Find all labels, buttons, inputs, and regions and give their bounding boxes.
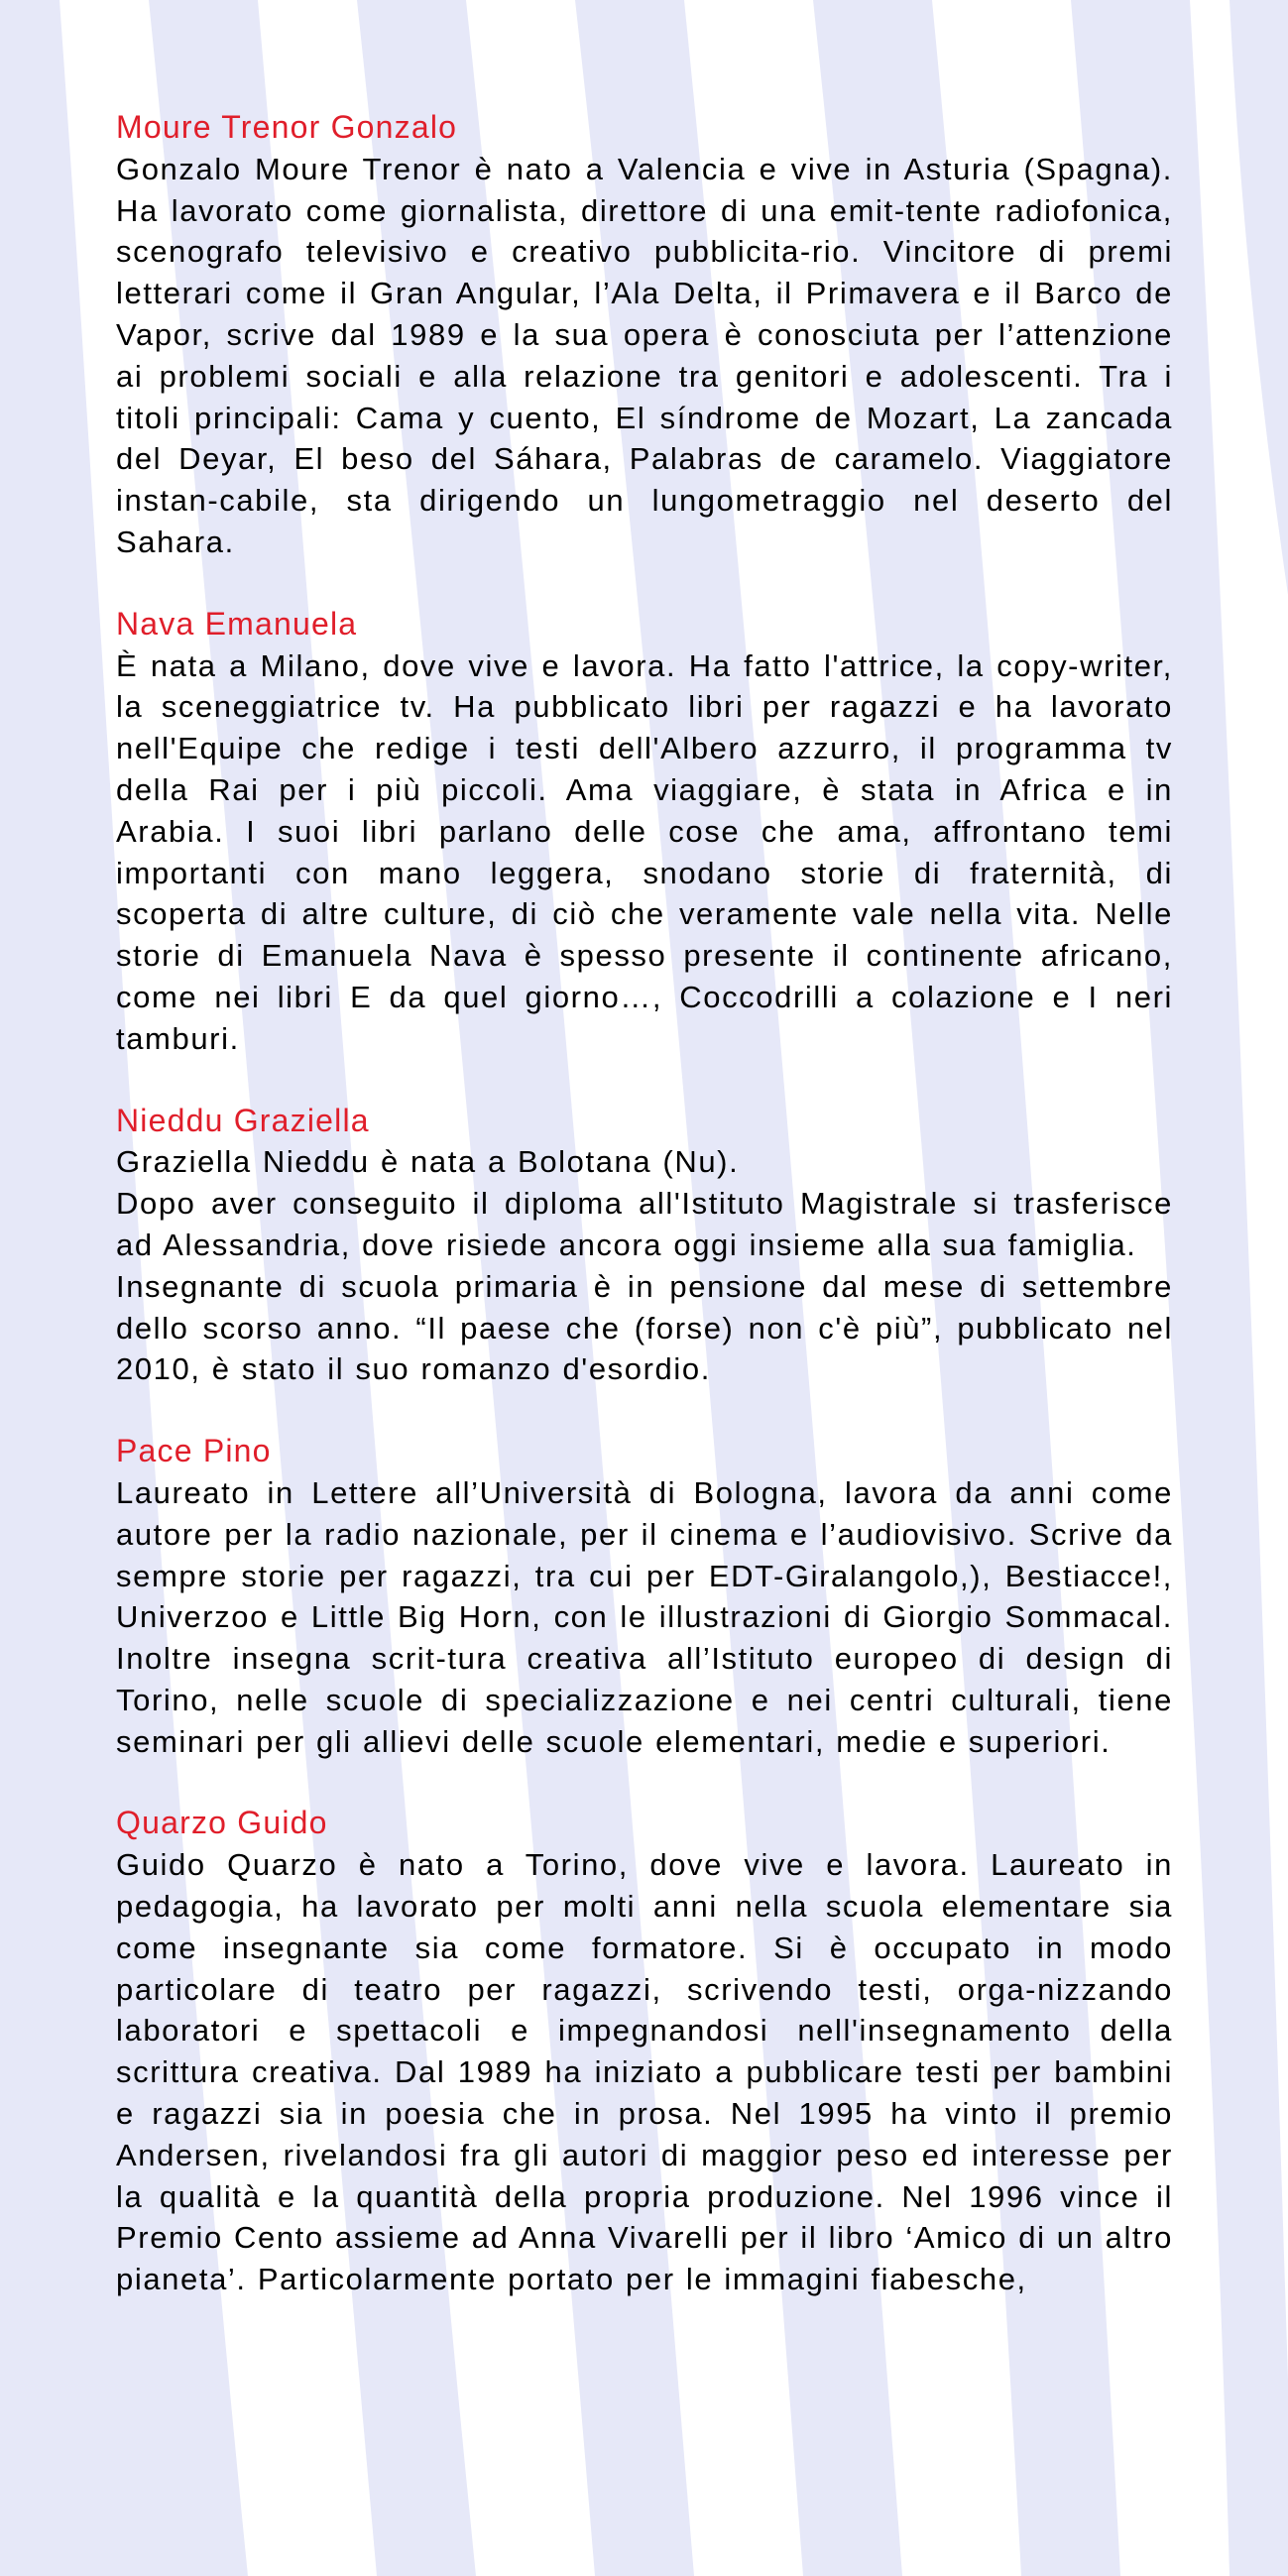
authors-list bbox=[116, 107, 1173, 2341]
author-bio: Graziella Nieddu è nata a Bolotana (Nu). bbox=[116, 1144, 740, 1180]
author-name: Moure Trenor Gonzalo bbox=[116, 109, 458, 145]
author-bio: Laureato in Lettere all’Università di Bologna, lavora da anni come autore per la radio nazionale, per il cinema e l’audiovisivo. Scrive da sempre storie per ragazzi, tra cui per EDT-Giralangolo,), Bestiacce!, Univerzoo e Little Big Horn, con le illustrazioni di Giorgio Sommacal. Inoltre insegna scrit-tura creativa all’Istituto europeo di design di Torino, nelle scuole di specializzazione e nei centri culturali, tiene seminari per gli allievi delle scuole elementari, medie e superiori. bbox=[116, 1474, 1173, 1759]
author-name: Nava Emanuela bbox=[116, 605, 358, 642]
author-entry bbox=[116, 1431, 1173, 1762]
author-entry bbox=[116, 1101, 1173, 1391]
author-bio: Insegnante di scuola primaria è in pensione dal mese di settembre dello scorso anno. “Il paese che (forse) non c'è più”, pubblicato nel 2010, è stato il suo romanzo d'esordio. bbox=[116, 1268, 1173, 1387]
author-bio: Dopo aver conseguito il diploma all'Istituto Magistrale si trasferisce ad Alessandria, dove risiede ancora oggi insieme alla sua famiglia. bbox=[116, 1186, 1173, 1262]
author-entry bbox=[116, 604, 1173, 1060]
author-entry bbox=[116, 1803, 1173, 2300]
author-bio: Gonzalo Moure Trenor è nato a Valencia e vive in Asturia (Spagna). Ha lavorato come giornalista, direttore di una emit-tente radiofonica, scenografo televisivo e creativo pubblicita-rio. Vincitore di premi letterari come il Gran Angular, l’Ala Delta, il Primavera e il Barco de Vapor, scrive dal 1989 e la sua opera è conosciuta per l’attenzione ai problemi sociali e alla relazione tra genitori e adolescenti. Tra i titoli principali: Cama y cuento, El síndrome de Mozart, La zancada del Deyar, El beso del Sáhara, Palabras de caramelo. Viaggiatore instan-cabile, sta dirigendo un lungometraggio nel deserto del Sahara. bbox=[116, 151, 1173, 559]
author-bio: Guido Quarzo è nato a Torino, dove vive e lavora. Laureato in pedagogia, ha lavorato per molti anni nella scuola elementare sia come insegnante sia come formatore. Si è occupato in modo particolare di teatro per ragazzi, scrivendo testi, orga-nizzando laboratori e spettacoli e impegnandosi nell'insegnamento della scrittura creativa. Dal 1989 ha iniziato a pubblicare testi per bambini e ragazzi sia in poesia che in prosa. Nel 1995 ha vinto il premio Andersen, rivelandosi fra gli autori di maggior peso ed interesse per la qualità e la quantità della propria produzione. Nel 1996 vince il Premio Cento assieme ad Anna Vivarelli per il libro ‘Amico di un altro pianeta’. Particolarmente portato per le immagini fiabesche, bbox=[116, 1847, 1173, 2297]
author-entry bbox=[116, 107, 1173, 563]
author-name: Quarzo Guido bbox=[116, 1805, 328, 1841]
author-bio: È nata a Milano, dove vive e lavora. Ha fatto l'attrice, la copy-writer, la sceneggiatrice tv. Ha pubblicato libri per ragazzi e ha lavorato nell'Equipe che redige i testi dell'Albero azzurro, il programma tv della Rai per i più piccoli. Ama viaggiare, è stata in Africa e in Arabia. I suoi libri parlano delle cose che ama, affrontano temi importanti con mano leggera, snodano storie di fraternità, di scoperta di altre culture, di ciò che veramente vale nella vita. Nelle storie di Emanuela Nava è spesso presente il continente africano, come nei libri E da quel giorno…, Coccodrilli a colazione e I neri tamburi. bbox=[116, 647, 1173, 1056]
author-name: Pace Pino bbox=[116, 1433, 272, 1469]
author-name: Nieddu Graziella bbox=[116, 1102, 370, 1138]
